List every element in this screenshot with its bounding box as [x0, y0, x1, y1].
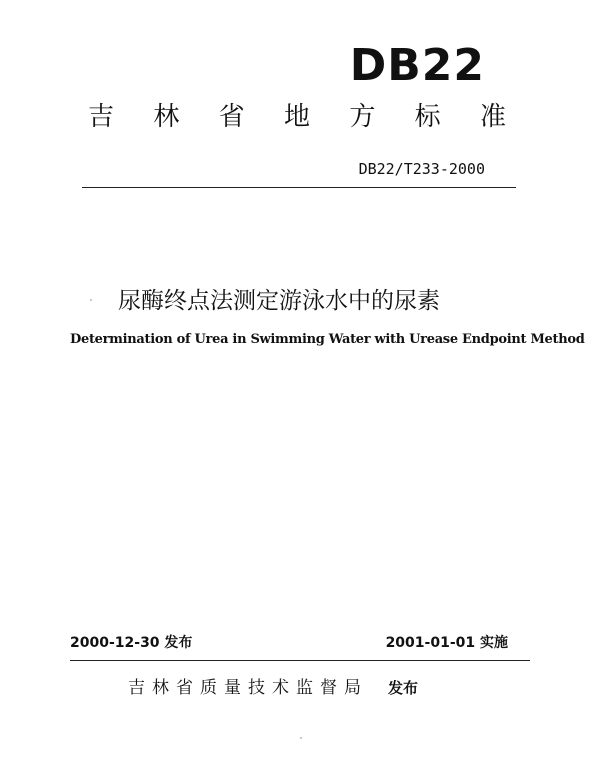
top-divider [82, 187, 516, 188]
issue-date: 2000-12-30 发布 [70, 635, 193, 651]
issuing-authority [128, 680, 418, 697]
heading-char: 林 [153, 102, 180, 132]
province-standard-heading [88, 104, 506, 130]
standard-code-large: DB22 [349, 40, 485, 91]
scan-speck [300, 737, 302, 739]
heading-char: 吉 [88, 102, 115, 132]
heading-char: 省 [218, 102, 245, 132]
bottom-divider [70, 660, 530, 661]
heading-char: 标 [414, 102, 441, 132]
effective-date: 2001-01-01 实施 [385, 635, 508, 651]
issuer-action: 发布 [388, 679, 419, 697]
heading-char: 地 [283, 102, 310, 132]
heading-char: 方 [349, 102, 376, 132]
scan-speck [90, 299, 92, 301]
heading-char: 准 [479, 102, 506, 132]
issuer-name: 吉林省质量技术监督局 [128, 678, 368, 698]
document-title-en: Determination of Urea in Swimming Water with Urease Endpoint Method [70, 332, 585, 347]
standard-number: DB22/T233-2000 [358, 160, 485, 178]
document-title-cn: 尿酶终点法测定游泳水中的尿素 [118, 288, 440, 314]
